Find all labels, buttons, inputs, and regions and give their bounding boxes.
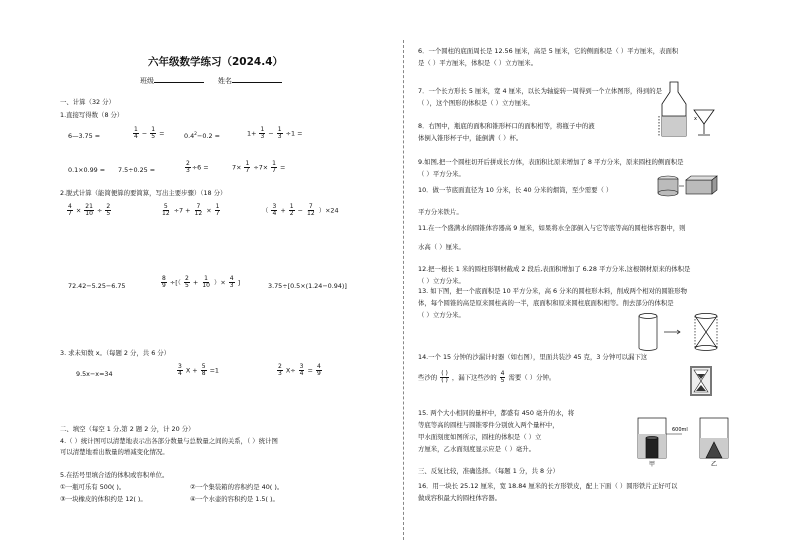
q9-line1: 9.如图,把一个圆柱切开后拼成长方体，表面积比原来增加了 8 平方分米，原来圆柱的侧面积是 [418,158,684,166]
fraction: $\frac{3}{4}$ [272,203,277,217]
fraction: $\frac{2}{5}$ [106,203,111,217]
step-calc-1: $\frac{4}{7}$ × $\frac{21}{10}$ ÷ $\frac{2}{5}$ [68,203,111,217]
q16-line1: 16．用一块长 25.12 厘米，宽 18.84 厘米的长方形铁皮，配上下面（ ）圆形铁片正好可以 [418,482,678,490]
q14-line1: 14.一个 15 分钟的沙漏计时器（如右图），里面共装沙 45 克，3 分钟可以漏下这 [418,353,648,361]
fraction: $\frac{3}{4}$ [178,363,182,377]
calc-1a: 6—3.75 = [68,132,101,140]
name-field [218,76,282,86]
fill-5b: ②一个集装箱的容积约是 40( )。 [190,483,284,491]
equation-3: $\frac{2}{3}$ X÷ $\frac{3}{4}$ = $\frac{4}{9}$ [278,363,321,377]
step-calc-5: $\frac{8}{9}$ ÷[（ $\frac{2}{5}$ + $\frac{1}{10}$ ）× $\frac{4}{3}$ ] [162,275,241,289]
fill-4-line2: 可以清楚地看出数量的增减变化情况。 [60,448,169,456]
cylinder-part [646,438,658,458]
cone-top-rim [695,314,717,319]
step-calc-4: 72.42−5.25−6.75 [68,282,126,290]
class-field [140,76,204,86]
equation-2: $\frac{3}{4}$ X + $\frac{5}{8}$ =1 [178,363,219,377]
fraction: $\frac{5}{8}$ [201,363,206,377]
blank-fraction: $\frac{( )}{( )}$ [441,370,448,384]
fraction: $\frac{1}{5}$ [151,126,156,140]
section-2-heading: 二、填空（每空 1 分,第 2 题 2 分，计 20 分） [60,425,195,433]
fill-5a: ①一瓶可乐有 500( )。 [60,483,126,491]
q11-line2: 水高（ ）厘米。 [418,243,465,251]
hourglass-figure [690,366,712,396]
fraction: $\frac{1}{10}$ [202,275,210,289]
fraction: $\frac{3}{4}$ [299,363,304,377]
fraction: $\frac{4}{7}$ [68,203,72,217]
q6-line2: 是（ ）平方厘米，体积是（ ）立方厘米。 [418,59,538,67]
beaker-scale-label: 600ml [672,427,688,433]
fraction: $\frac{2}{3}$ [186,160,190,174]
class-blank[interactable] [154,76,204,83]
subsection-1-3: 3. 求未知数 x。（每题 2 分，共 6 分） [60,349,171,357]
fraction: $\frac{1}{7}$ [245,160,250,174]
fraction: $\frac{7}{12}$ [307,203,315,217]
cup-stem [698,124,710,135]
calc-1b: $\frac{1}{4}$ − $\frac{1}{5}$ = [134,126,165,140]
calc-2b: 7.5÷0.25 = [118,166,156,174]
q8-line2: 体倒入锥形杯子中，能倒满（ ）杯。 [418,134,523,142]
fraction: $\frac{1}{3}$ [277,126,282,140]
fraction: $\frac{1}{2}$ [289,203,294,217]
q9-line2: （ ）平方分米。 [418,170,465,178]
step-calc-2: $\frac{5}{12}$ ÷7 + $\frac{7}{12}$ × $\frac{1}{7}$ [162,203,220,217]
q13-line1: 13. 如下图，把一个底面积是 10 平方分米，高 6 分米的圆柱形木料，削成两个相对的圆锥形物 [418,287,687,295]
fraction: $\frac{4}{5}$ [500,370,505,384]
beakers-figure [634,414,740,468]
q7-line1: 7．一个长方形长 5 厘米，宽 4 厘米，以长为轴旋转一周得到一个立体图形，得到的是 [418,87,662,95]
q15-line1: 15. 两个大小相同的量杯中，都盛有 450 毫升的水，将 [418,409,575,417]
fraction: $\frac{4}{3}$ [229,275,234,289]
name-blank[interactable] [232,76,282,83]
column-divider [403,40,404,540]
q10-line2: 平方分米铁片。 [418,208,463,216]
cylinder-base [658,190,678,196]
cone-cup [694,110,714,124]
step-calc-6: 3.75÷[0.5×(1.24−0.94)] [268,282,347,290]
calc-2d: 7× $\frac{1}{7}$ ÷7× $\frac{1}{7}$ = [232,160,286,174]
beaker-jia-label: 甲 [649,461,656,468]
q13-line3: （ ）立方分米。 [418,311,465,319]
cylinder-sides [639,316,657,348]
section-3-heading: 三、反复比较，准确选择。（每题 1 分，共 8 分） [418,467,559,475]
q13-line2: 体，每个圆锥的高是原来圆柱高的一半，底面积和原来圆柱底面积相等。削去部分的体积是 [418,299,674,307]
bottle-cone-figure [656,80,716,140]
fraction: $\frac{7}{12}$ [194,203,203,217]
fill-5c: ③一块橡皮的体积约是 12( )。 [60,495,147,503]
fraction: $\frac{1}{7}$ [215,203,220,217]
q8-line1: 8．右图中，瓶底的面积和锥形杯口的面积相等，将瓶子中的液 [418,122,595,130]
fraction: $\frac{2}{3}$ [278,363,282,377]
cylinder-double-cone-figure [636,312,756,354]
subsection-1-2: 2.脱式计算（能简便算的要简算，写出主要步骤）（18 分） [60,189,227,197]
bottle-liquid [662,116,686,136]
fill-5-intro: 5.在括号里填合适的体积或容积单位。 [60,471,169,479]
subsection-1-1: 1.直接写得数（8 分） [60,111,124,119]
fraction: $\frac{1}{4}$ [134,126,138,140]
q10-line1: 10．做一节底面直径为 10 分米，长 40 分米的烟筒，至少需要（ ） [418,186,613,194]
equation-1: 9.5x−x=34 [76,370,113,378]
q12-line1: 12.把一根长 1 米的圆柱形钢材截成 2 段后,表面积增加了 6.28 平方分米,这根钢材原来的体积是 [418,265,691,273]
fraction: $\frac{21}{10}$ [85,203,93,217]
name-label: 姓名 [218,77,232,85]
step-calc-3: （ $\frac{3}{4}$ + $\frac{1}{2}$ − $\frac{7}{12}$ ）×24 [262,203,339,217]
q15-line3: 甲水面刻度如图所示，圆柱的体积是（ ）立 [418,433,542,441]
cylinder-part-top [646,437,658,440]
beaker-yi-label: 乙 [711,461,718,468]
fraction: $\frac{1}{3}$ [260,126,265,140]
cylinder-cut-figure [656,174,716,198]
cylinder-top [639,314,657,319]
fraction: $\frac{5}{12}$ [162,203,170,217]
fill-4-line1: 4.（ ）统计图可以清楚地表示出各部分数量与总数量之间的关系，（ ）统计图 [60,437,278,445]
page-title: 六年级数学练习（2024.4） [148,56,284,68]
q11-line1: 11.在一个盛满水的圆锥体容器高 9 厘米，如果将水全部倒入与它等底等高的圆柱体容器中，则 [418,224,686,232]
fraction: $\frac{8}{9}$ [162,275,166,289]
figure-label-x: x [694,116,697,122]
q15-line4: 方厘米，乙水面刻度显示应是（ ）毫升。 [418,445,536,453]
q12-line2: （ ）立方分米。 [418,277,465,285]
cone-bottom-rim [695,346,717,351]
calc-1d: 1+ $\frac{1}{3}$ − $\frac{1}{3}$ ÷1 = [247,126,303,140]
fraction: $\frac{2}{5}$ [184,275,189,289]
fill-5d: ④一个水壶的容积约是 1.5( )。 [190,495,279,503]
q7-line2: （ ），这个图形的体积是（ ）立方厘米。 [418,99,534,107]
q15-line2: 等底等高的圆柱与圆锥零件分别放入两个量杯中， [418,421,559,429]
calc-1c: $0.4^2-0.2$ = [184,132,220,141]
q16-line2: 做成容积最大的圆柱体容器。 [418,494,502,502]
cuboid-body [686,180,712,194]
q14-line2: 些沙的 $\frac{( )}{( )}$ ，漏下这些沙的 $\frac{4}{5}$ 需要（ ）分钟。 [418,370,556,384]
fraction: $\frac{4}{9}$ [316,363,321,377]
calc-2c: $\frac{2}{3}$ ÷6 = [186,160,209,174]
fraction: $\frac{1}{7}$ [272,160,276,174]
class-label: 班级 [140,77,154,85]
section-1-heading: 一、计算（32 分） [60,98,115,106]
calc-2a: 0.1×0.99 = [68,166,106,174]
q6-line1: 6．一个圆柱的底面周长是 12.56 厘米，高是 5 厘米，它的侧面积是（ ）平方厘米，表面积 [418,47,679,55]
cylinder-base [639,348,657,350]
